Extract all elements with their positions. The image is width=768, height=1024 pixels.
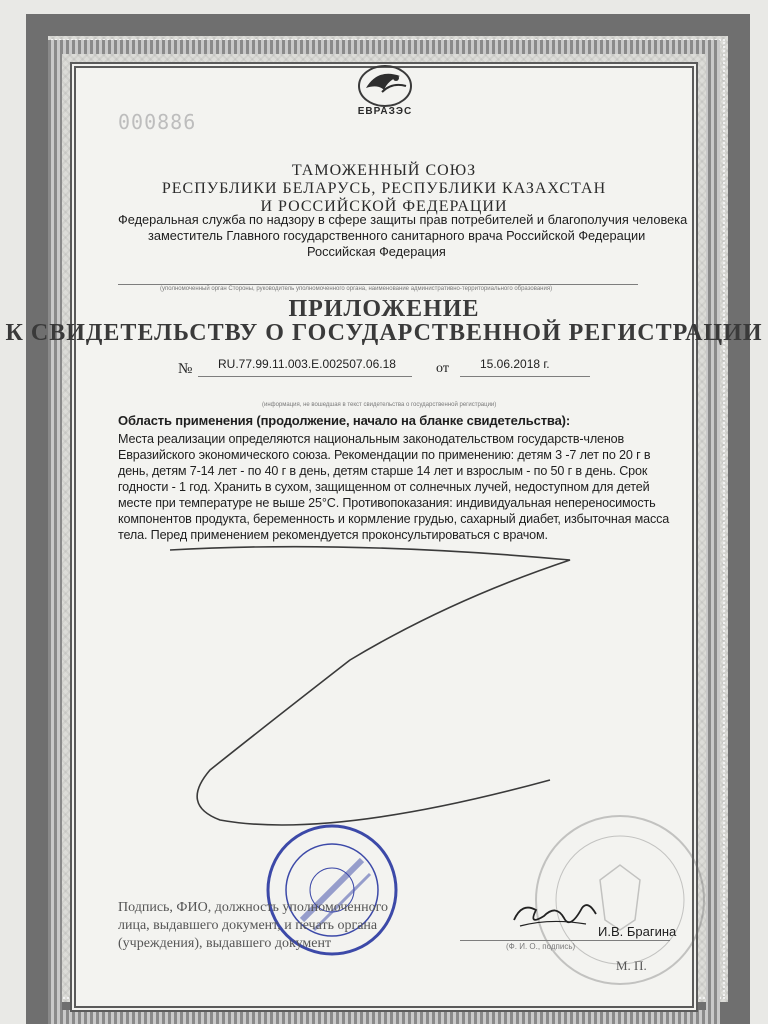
authority-line-3: Российская Федерация [307,244,446,259]
emblem-label: ЕВРАЗЭС [357,106,413,117]
body-line: годности - 1 год. Хранить в сухом, защищенном от солнечных лучей, недоступном для детей [118,480,650,494]
number-underline [198,376,412,377]
body-line: тела. Перед применением рекомендуется проконсультироваться с врачом. [118,528,548,542]
authority-line-2: заместитель Главного государственного санитарного врача Российской Федерации [148,228,646,243]
body-line: месте при температуре не выше 25°С. Противопоказания: индивидуальная непереносимость [118,496,656,510]
signatory-label-1: Подпись, ФИО, должность уполномоченного [118,900,388,915]
republics-title: РЕСПУБЛИКИ БЕЛАРУСЬ, РЕСПУБЛИКИ КАЗАХСТАН [161,180,607,197]
union-title: ТАМОЖЕННЫЙ СОЮЗ [291,162,477,179]
date-underline [460,376,590,377]
authority-line-1: Федеральная служба по надзору в сфере защиты прав потребителей и благополучия человека [118,212,688,227]
authority-underline [118,284,638,285]
federation-title: И РОССИЙСКОЙ ФЕДЕРАЦИИ [260,198,508,215]
signature-mark [510,896,600,936]
signatory-label-2: лица, выдавшего документ, и печать органа [118,918,378,933]
signature-underline [460,940,670,941]
signatory-name: И.В. Брагина [598,924,677,939]
seal-place-label: М. П. [616,958,647,973]
body-line: Евразийского экономического союза. Рекомендации по применению: детям 3 -7 лет по 20 г в [118,448,651,462]
body-line: день, детям 7-14 лет - по 40 г в день, детям старше 14 лет и взрослым - по 50 г в день. Срок [118,464,648,478]
body-line: Места реализации определяются национальным законодательством государств-членов [118,432,625,446]
void-scribble [150,540,610,840]
document-title: ПРИЛОЖЕНИЕ [288,296,480,322]
scope-heading: Область применения (продолжение, начало на бланке свидетельства): [118,413,571,428]
document-subtitle: К СВИДЕТЕЛЬСТВУ О ГОСУДАРСТВЕННОЙ РЕГИСТРАЦИИ [5,320,763,346]
registration-caption: (информация, не вошедшая в текст свидетельства о государственной регистрации) [262,402,497,408]
date-prefix: от [436,361,449,376]
signatory-label-3: (учреждения), выдавшего документ [118,936,332,951]
number-prefix: № [178,361,193,377]
serial-watermark: 000886 [118,110,197,134]
registration-number: RU.77.99.11.003.Е.002507.06.18 [218,357,396,371]
signature-caption: (Ф. И. О., подпись) [506,942,576,951]
authority-caption: (уполномоченный орган Стороны, руководитель уполномоченного органа, наименование административно-территориального образования) [160,286,553,292]
body-line: компонентов продукта, беременность и кормление грудью, сахарный диабет, избыточная масса [118,512,670,526]
registration-date: 15.06.2018 г. [480,357,550,371]
